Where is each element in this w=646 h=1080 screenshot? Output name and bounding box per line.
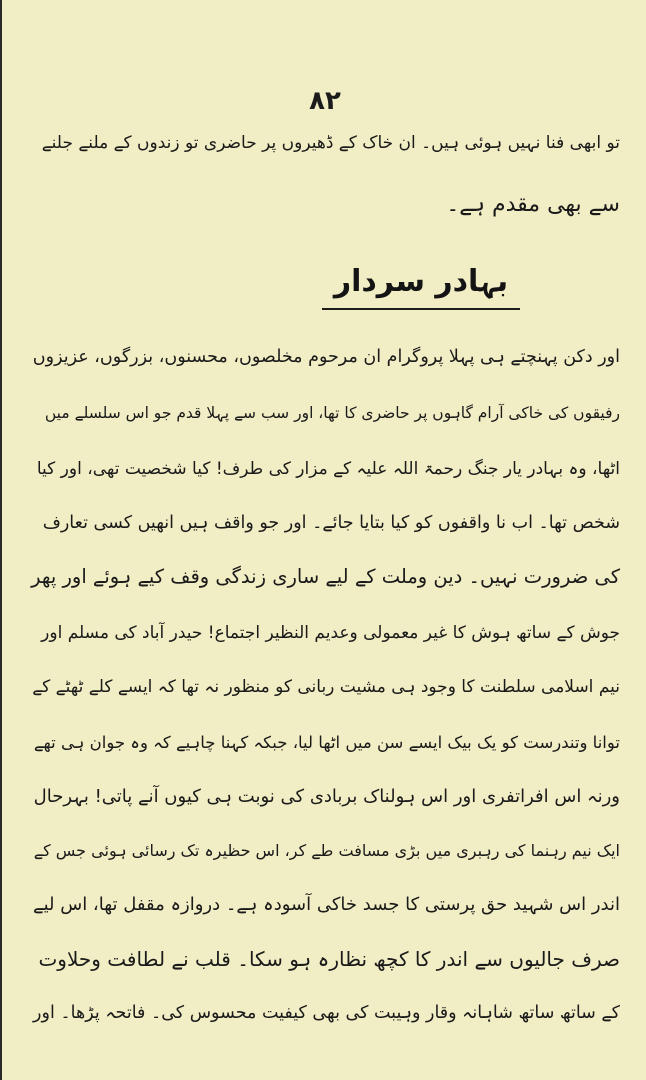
text-line: نیم اسلامی سلطنت کا وجود ہی مشیت ربانی کو منظور نہ تھا کہ ایسے کلے ٹھٹے کے — [32, 677, 620, 697]
text-line: جوش کے ساتھ ہوش کا غیر معمولی وعدیم النظیر اجتماع! حیدر آباد کی مسلم اور — [41, 623, 620, 643]
text-line: کی ضرورت نہیں۔ دین وملت کے لیے ساری زندگی وقف کیے ہوئے اور پھر — [31, 565, 620, 588]
page-number: ۸۲ — [309, 86, 341, 116]
text-line: توانا وتندرست کو یک بیک ایسے سن میں اٹھا لیا، جبکہ کہنا چاہیے کہ وہ جوان ہی تھے — [33, 733, 620, 752]
section-heading-text: بہادر سردار — [333, 264, 509, 299]
text-line: رفیقوں کی خاکی آرام گاہوں پر حاضری کا تھا، اور سب سے پہلا قدم جو اس سلسلے میں — [44, 404, 620, 422]
section-heading — [322, 262, 520, 310]
text-line: ایک نیم رہنما کی رہبری میں بڑی مسافت طے کر، اس حظیرہ تک رسائی ہوئی جس کے — [33, 841, 620, 860]
text-line: ورنہ اس افراتفری اور اس ہولناک بربادی کی نوبت ہی کیوں آنے پاتی! بہرحال — [33, 786, 620, 807]
text-line: کے ساتھ ساتھ شاہانہ وقار وہیبت کی بھی کیفیت محسوس کی۔ فاتحہ پڑھا۔ اور — [33, 1003, 620, 1023]
text-line: اٹھا، وہ بہادر یار جنگ رحمۃ اللہ علیہ کے مزار کی طرف! کیا شخصیت تھی، اور کیا — [36, 459, 620, 479]
text-line: صرف جالیوں سے اندر کا کچھ نظارہ ہو سکا۔ قلب نے لطافت وحلاوت — [38, 947, 620, 971]
text-line: تو ابھی فنا نہیں ہوئی ہیں۔ ان خاک کے ڈھیروں پر حاضری تو زندوں کے ملنے جلنے — [41, 133, 620, 153]
text-line: اور دکن پہنچتے ہی پہلا پروگرام ان مرحوم مخلصوں، محسنوں، بزرگوں، عزیزوں — [32, 347, 620, 367]
text-line: اندر اس شہید حق پرستی کا جسد خاکی آسودہ ہے۔ دروازہ مقفل تھا، اس لیے — [33, 894, 620, 915]
text-line: شخص تھا۔ اب نا واقفوں کو کیا بتایا جائے۔ اور جو واقف ہیں انھیں کسی تعارف — [42, 513, 620, 533]
heading-underline — [322, 308, 520, 310]
text-line: سے بھی مقدم ہے۔ — [446, 192, 620, 217]
